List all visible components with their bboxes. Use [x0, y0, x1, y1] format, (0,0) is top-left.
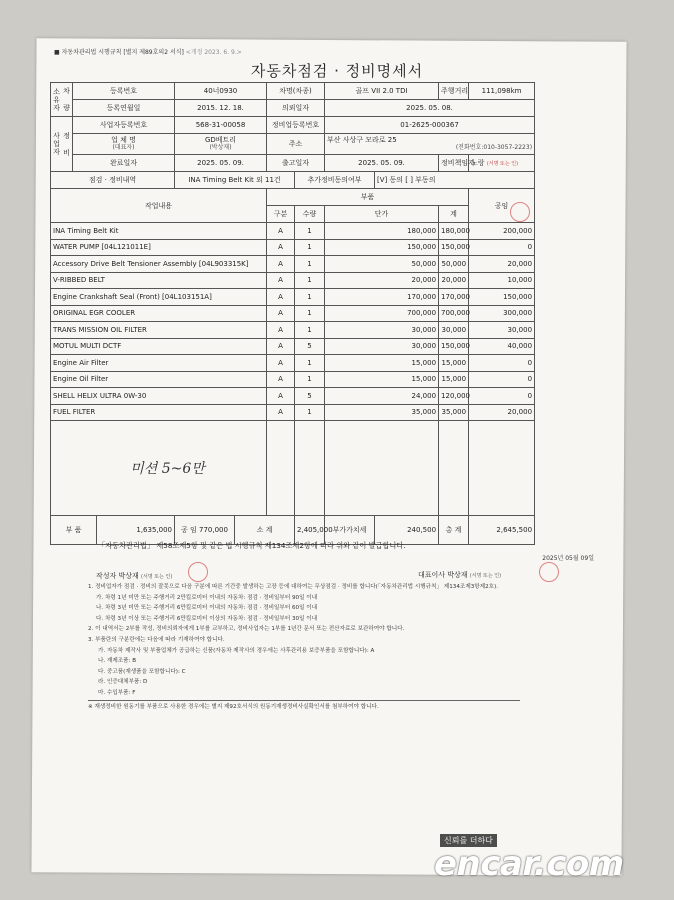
- done-date-label: 완료일자: [73, 155, 175, 172]
- shop-name-cell: [175, 134, 267, 155]
- address-label: 주소: [267, 134, 325, 155]
- empty-cell: [267, 421, 295, 516]
- item-type: A: [267, 289, 295, 306]
- item-labor: 0: [469, 388, 535, 405]
- item-sum: 180,000: [439, 223, 469, 240]
- note-line: ※ 재생정비한 원동기를 부품으로 사용한 경우에는 별지 제92호서식의 원동기재생정비사실확인서를 첨부하여야 합니다.: [88, 703, 379, 710]
- notes-section: [88, 582, 520, 712]
- done-date-value: 2025. 05. 09.: [175, 155, 267, 172]
- handwritten-note: 미션 5~6만: [51, 421, 267, 516]
- item-name: Engine Oil Filter: [51, 371, 267, 388]
- inspection-value: INA Timing Belt Kit 외 11건: [175, 172, 295, 189]
- empty-cell: [295, 421, 325, 516]
- item-unit-price: 50,000: [325, 256, 439, 273]
- sum-header: 계: [439, 206, 469, 223]
- item-unit-price: 700,000: [325, 305, 439, 322]
- item-unit-price: 24,000: [325, 388, 439, 405]
- release-date-value: 2025. 05. 09.: [325, 155, 439, 172]
- subtotal-label: 소 계: [235, 516, 295, 545]
- item-sum: 35,000: [439, 404, 469, 421]
- shop-section-label: 정 비 사업자: [51, 117, 73, 172]
- item-unit-price: 20,000: [325, 272, 439, 289]
- item-sum: 20,000: [439, 272, 469, 289]
- writer-signature: [96, 571, 172, 581]
- address-cell: [325, 134, 535, 155]
- reg-no-value: 40너0930: [175, 83, 267, 100]
- note-line: 가. 차령 1년 미만 또는 주행거리 2만킬로미터 이내의 자동차: 점검 · 정비일부터 90일 이내: [96, 594, 318, 601]
- address-value: 부산 사상구 모라로 25: [327, 136, 397, 144]
- empty-cell: [469, 421, 535, 516]
- shop-name-label-cell: [73, 134, 175, 155]
- item-labor: 20,000: [469, 404, 535, 421]
- item-unit-price: 15,000: [325, 371, 439, 388]
- item-qty: 5: [295, 338, 325, 355]
- total-label: 총 계: [439, 516, 469, 545]
- item-row: [51, 404, 535, 421]
- item-unit-price: 150,000: [325, 239, 439, 256]
- item-labor: 10,000: [469, 272, 535, 289]
- model-value: 골프 VII 2.0 TDI: [325, 83, 439, 100]
- item-type: A: [267, 338, 295, 355]
- item-type: A: [267, 305, 295, 322]
- form-reference: [54, 47, 242, 56]
- item-type: A: [267, 223, 295, 240]
- reg-date-value: 2015. 12. 18.: [175, 100, 267, 117]
- note-line: 3. 부품란의 구분란에는 다음에 따라 기재하여야 합니다.: [88, 636, 225, 643]
- red-seal-stamp: [188, 562, 208, 582]
- note-line: 마. 수입부품: F: [98, 689, 136, 696]
- writer-stamp: (서명 또는 인): [141, 574, 173, 580]
- item-type: A: [267, 371, 295, 388]
- form-revision: <개정 2023. 6. 9.>: [185, 49, 242, 56]
- biz-no-value: 568-31-00058: [175, 117, 267, 134]
- item-row: [51, 289, 535, 306]
- item-type: A: [267, 404, 295, 421]
- item-labor: 200,000: [469, 223, 535, 240]
- watermark-tagline: 신뢰를 더하다: [440, 834, 497, 847]
- item-qty: 1: [295, 256, 325, 273]
- extra-consent-value: [V] 동의 [ ] 부동의: [375, 172, 535, 189]
- ceo-stamp: (서명 또는 인): [469, 573, 502, 579]
- note-line: 다. 차령 3년 이상 또는 주행거리 6만킬로미터 이상의 자동차: 점검 · 정비일부터 30일 이내: [96, 615, 318, 622]
- total-value: 2,645,500: [469, 516, 535, 545]
- reg-no-label: 등록번호: [73, 83, 175, 100]
- item-type: A: [267, 239, 295, 256]
- vat-value: 240,500: [375, 516, 439, 545]
- item-labor: 40,000: [469, 338, 535, 355]
- item-sum: 120,000: [439, 388, 469, 405]
- item-type: A: [267, 272, 295, 289]
- inspection-label: 점검 · 정비내역: [51, 172, 175, 189]
- red-seal-stamp: [539, 562, 559, 582]
- red-seal-stamp: [510, 202, 530, 222]
- labor-total-value: 770,000: [199, 526, 228, 534]
- shop-name-label: 업 체 명: [111, 136, 136, 144]
- shop-name-label-sub: (대표자): [112, 144, 135, 151]
- ceo-signature: [418, 570, 501, 580]
- encar-watermark: [434, 832, 666, 888]
- note-line: 가. 자동차 제작사 및 부품업체가 공급하는 신품(자동차 제작사의 경우에는 사후관리용 보증부품을 포함합니다): A: [98, 647, 375, 654]
- note-line: 나. 재제조품: B: [98, 658, 137, 665]
- request-date-value: 2025. 05. 08.: [325, 100, 535, 117]
- item-qty: 1: [295, 239, 325, 256]
- item-sum: 150,000: [439, 239, 469, 256]
- item-qty: 1: [295, 272, 325, 289]
- phone-value: (전화번호:010-3057-2223): [455, 144, 533, 151]
- item-name: WATER PUMP [04L121011E]: [51, 239, 267, 256]
- item-labor: 150,000: [469, 289, 535, 306]
- item-qty: 1: [295, 289, 325, 306]
- item-unit-price: 35,000: [325, 404, 439, 421]
- manager-value: 노랑: [471, 159, 485, 167]
- note-line: 1. 정비업자가 점검 · 정비의 잘못으로 다음 구분에 따른 기간중 발생하는 고장 등에 대하여는 무상점검 · 정비를 합니다(「자동차관리법 시행규칙」 제134조제3항제2호).: [88, 584, 499, 590]
- item-qty: 1: [295, 404, 325, 421]
- unit-price-header: 단가: [325, 206, 439, 223]
- note-line: 다. 중고품(재생품을 포함합니다): C: [98, 668, 186, 675]
- divider: [88, 700, 520, 701]
- item-name: V-RIBBED BELT: [51, 272, 267, 289]
- ceo-label: 대표이사 박상재: [418, 571, 468, 579]
- item-type: A: [267, 388, 295, 405]
- item-name: ORIGINAL EGR COOLER: [51, 305, 267, 322]
- shop-ceo-value: (박상재): [209, 144, 232, 151]
- item-row: [51, 256, 535, 273]
- item-sum: 170,000: [439, 289, 469, 306]
- item-name: Engine Crankshaft Seal (Front) [04L103151A]: [51, 289, 267, 306]
- note-line: 나. 차령 3년 미만 또는 주행거리 6만킬로미터 이내의 자동차: 점검 · 정비일부터 60일 이내: [96, 605, 318, 612]
- model-label: 차명(차종): [267, 83, 325, 100]
- item-qty: 1: [295, 223, 325, 240]
- item-qty: 1: [295, 355, 325, 372]
- form-reference-text: ■ 자동차관리법 시행규칙 [별지 제89호의2 서식]: [54, 49, 184, 56]
- empty-cell: [439, 421, 469, 516]
- item-name: MOTUL MULTI DCTF: [51, 338, 267, 355]
- item-name: SHELL HELIX ULTRA 0W-30: [51, 388, 267, 405]
- empty-cell: [325, 421, 439, 516]
- request-date-label: 의뢰일자: [267, 100, 325, 117]
- item-labor: 300,000: [469, 305, 535, 322]
- item-qty: 1: [295, 371, 325, 388]
- shop-name-value: GD베트리: [204, 136, 237, 144]
- work-header: 작업내용: [51, 189, 267, 223]
- item-sum: 150,000: [439, 338, 469, 355]
- mileage-value: 111,098km: [469, 83, 535, 100]
- manager-label: 정비책임자: [439, 155, 469, 172]
- item-sum: 50,000: [439, 256, 469, 273]
- item-type: A: [267, 256, 295, 273]
- item-sum: 700,000: [439, 305, 469, 322]
- type-header: 구분: [267, 206, 295, 223]
- issue-date: 2025년 05월 09일: [542, 555, 594, 562]
- document-title: 자동차점검 · 정비명세서: [250, 62, 424, 80]
- item-labor: 0: [469, 371, 535, 388]
- item-labor: 30,000: [469, 322, 535, 339]
- item-row: [51, 239, 535, 256]
- item-labor: 20,000: [469, 256, 535, 273]
- labor-header: 공임: [469, 189, 535, 223]
- labor-total-label: 공 임: [181, 526, 197, 534]
- biz-no-label: 사업자등록번호: [73, 117, 175, 134]
- items-body: [51, 223, 535, 421]
- item-name: Engine Air Filter: [51, 355, 267, 372]
- vat-label: 부가가치세: [325, 516, 375, 545]
- item-row: [51, 305, 535, 322]
- mileage-label: 주행거리: [439, 83, 469, 100]
- parts-total-label: 부 품: [51, 516, 97, 545]
- item-row: [51, 355, 535, 372]
- item-name: TRANS MISSION OIL FILTER: [51, 322, 267, 339]
- qty-header: 수량: [295, 206, 325, 223]
- item-name: INA Timing Belt Kit: [51, 223, 267, 240]
- item-qty: 1: [295, 322, 325, 339]
- item-unit-price: 30,000: [325, 338, 439, 355]
- item-name: FUEL FILTER: [51, 404, 267, 421]
- note-line: 2. 이 내역서는 2부를 작성, 정비의뢰자에게 1부를 교부하고, 정비사업자는 1부를 1년간 문서 또는 전산자료로 보관하여야 합니다.: [88, 626, 405, 633]
- item-qty: 5: [295, 388, 325, 405]
- note-line: 라. 인증대체부품: D: [98, 679, 148, 686]
- item-qty: 1: [295, 305, 325, 322]
- item-unit-price: 180,000: [325, 223, 439, 240]
- item-unit-price: 170,000: [325, 289, 439, 306]
- issue-statement: 「자동차관리법」 제58조제5항 및 같은 법 시행규칙 제134조제2항에 따라 위와 같이 발급합니다.: [98, 541, 406, 550]
- extra-consent-label: 추가정비동의여부: [295, 172, 375, 189]
- item-sum: 15,000: [439, 371, 469, 388]
- item-row: [51, 338, 535, 355]
- owner-section-label: 차 량 소유자: [51, 83, 73, 117]
- writer-label: 작성자 박상재: [96, 572, 139, 580]
- parts-header: 부품: [267, 189, 469, 206]
- manager-stamp: (서명 또는 인): [486, 161, 519, 167]
- item-labor: 0: [469, 355, 535, 372]
- item-sum: 30,000: [439, 322, 469, 339]
- encar-logo: encar.com: [434, 844, 624, 884]
- item-row: [51, 388, 535, 405]
- item-unit-price: 30,000: [325, 322, 439, 339]
- manager-cell: [469, 155, 535, 172]
- item-row: [51, 223, 535, 240]
- reg-date-label: 등록연월일: [73, 100, 175, 117]
- parts-total-value: 1,635,000: [97, 516, 175, 545]
- item-row: [51, 272, 535, 289]
- item-type: A: [267, 355, 295, 372]
- item-type: A: [267, 322, 295, 339]
- item-sum: 15,000: [439, 355, 469, 372]
- item-labor: 0: [469, 239, 535, 256]
- item-name: Accessory Drive Belt Tensioner Assembly [04L903315K]: [51, 256, 267, 273]
- release-date-label: 출고일자: [267, 155, 325, 172]
- maintenance-table: [50, 82, 535, 545]
- shop-reg-label: 정비업등록번호: [267, 117, 325, 134]
- shop-reg-value: 01-2625-000367: [325, 117, 535, 134]
- subtotal-value: 2,405,000: [295, 516, 325, 545]
- item-row: [51, 371, 535, 388]
- item-row: [51, 322, 535, 339]
- item-unit-price: 15,000: [325, 355, 439, 372]
